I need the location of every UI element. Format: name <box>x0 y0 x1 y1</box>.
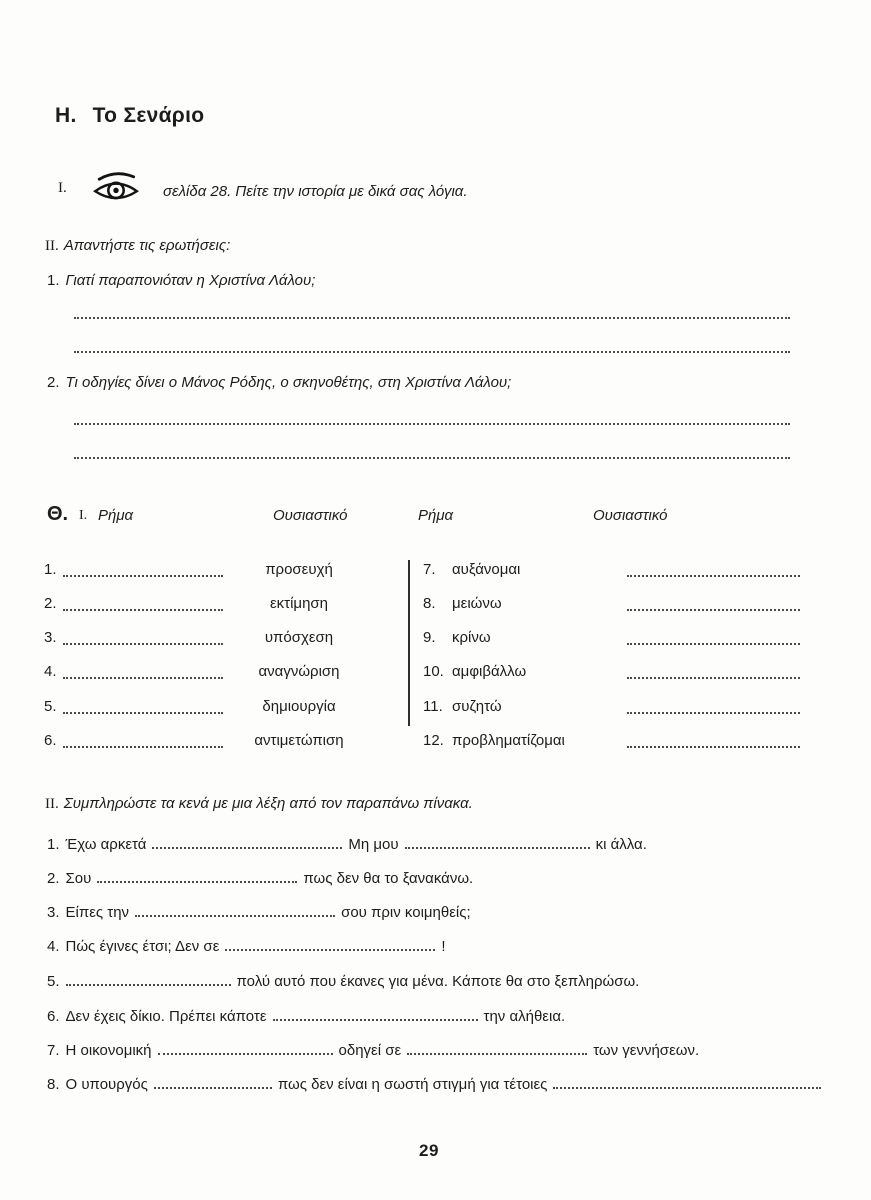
answer-blank <box>407 1041 587 1055</box>
sentence-text: των γεννήσεων. <box>593 1042 700 1059</box>
row-number: 1. <box>44 561 57 578</box>
question-2 <box>47 374 511 391</box>
section-label: Η. <box>55 104 77 127</box>
verb-word: κρίνω <box>452 629 491 646</box>
sentence-text: την αλήθεια. <box>483 1008 566 1025</box>
sentence-number: 1. <box>47 836 60 853</box>
row-number: 6. <box>44 732 57 749</box>
verb-word: προβληματίζομαι <box>452 732 565 749</box>
section-th-label: Θ. <box>47 503 69 525</box>
fill-in-sentence <box>47 903 477 921</box>
exercise-1-numeral: Ι. <box>79 508 88 523</box>
verb-word: αμφιβάλλω <box>452 663 527 680</box>
sentence-text: σου πριν κοιμηθείς; <box>341 904 471 921</box>
answer-blank <box>63 609 223 611</box>
table-row <box>0 732 871 754</box>
instruction-text: Απαντήστε τις ερωτήσεις: <box>63 237 231 254</box>
answer-blank <box>74 317 790 319</box>
question-1 <box>47 272 315 289</box>
row-number: 4. <box>44 663 57 680</box>
sentence-number: 7. <box>47 1042 60 1059</box>
sentence-text: κι άλλα. <box>595 836 647 853</box>
noun-word: αναγνώριση <box>258 663 340 680</box>
column-header-verb: Ρήμα <box>418 507 454 524</box>
column-header-noun: Ουσιαστικό <box>593 507 668 524</box>
fill-in-instruction <box>45 795 473 813</box>
answer-blank <box>627 712 800 714</box>
answer-blank <box>97 869 297 883</box>
row-number: 2. <box>44 595 57 612</box>
column-divider <box>408 560 410 726</box>
fill-in-sentence <box>47 972 645 990</box>
noun-word: εκτίμηση <box>269 595 329 612</box>
sentence-number: 5. <box>47 973 60 990</box>
page-number: 29 <box>419 1141 439 1160</box>
fill-in-sentence <box>47 1007 571 1025</box>
question-number: 2. <box>47 374 60 391</box>
exercise-2-instruction <box>45 237 230 255</box>
column-header-verb: Ρήμα <box>98 507 134 524</box>
sentence-text: Πώς έγινες έτσι; Δεν σε <box>65 938 220 955</box>
sentence-text: πως δεν είναι η σωστή στιγμή για τέτοιες <box>277 1076 548 1093</box>
answer-blank <box>74 423 790 425</box>
sentence-text: οδηγεί σε <box>338 1042 402 1059</box>
sentence-text: πως δεν θα το ξανακάνω. <box>303 870 474 887</box>
sentence-text: Ο υπουργός <box>65 1076 148 1093</box>
answer-blank <box>553 1075 821 1089</box>
sentence-text: Έχω αρκετά <box>65 836 147 853</box>
answer-blank <box>66 972 231 986</box>
sentence-number: 3. <box>47 904 60 921</box>
fill-in-sentence <box>47 1075 827 1093</box>
answer-blank <box>63 575 223 577</box>
question-text: Τι οδηγίες δίνει ο Μάνος Ρόδης, ο σκηνοθέτης, στη Χριστίνα Λάλου; <box>65 374 512 391</box>
fill-in-sentence <box>47 869 479 887</box>
row-number: 10. <box>423 663 444 680</box>
fill-in-sentence <box>47 937 452 955</box>
eye-icon <box>92 169 140 207</box>
answer-blank <box>63 677 223 679</box>
answer-blank <box>627 609 800 611</box>
row-number: 5. <box>44 698 57 715</box>
sentence-number: 6. <box>47 1008 60 1025</box>
instruction-text: Συμπληρώστε τα κενά με μια λέξη από τον παραπάνω πίνακα. <box>63 795 473 812</box>
row-number: 8. <box>423 595 436 612</box>
row-number: 12. <box>423 732 444 749</box>
table-row <box>0 561 871 583</box>
fill-in-sentence <box>47 835 653 853</box>
page-title: Το Σενάριο <box>92 104 205 127</box>
answer-blank <box>627 643 800 645</box>
verb-word: συζητώ <box>452 698 502 715</box>
sentence-text: ! <box>441 938 446 955</box>
table-row <box>0 663 871 685</box>
row-number: 9. <box>423 629 436 646</box>
table-row <box>0 595 871 617</box>
answer-blank <box>74 457 790 459</box>
answer-blank <box>627 575 800 577</box>
section-h-title <box>55 104 204 128</box>
noun-word: προσευχή <box>265 561 333 578</box>
answer-blank <box>74 351 790 353</box>
row-number: 7. <box>423 561 436 578</box>
row-number: 3. <box>44 629 57 646</box>
answer-blank <box>627 746 800 748</box>
sentence-number: 8. <box>47 1076 60 1093</box>
verb-word: αυξάνομαι <box>452 561 521 578</box>
fill-in-sentence <box>47 1041 705 1059</box>
answer-blank <box>158 1041 333 1055</box>
row-number: 11. <box>423 698 443 715</box>
answer-blank <box>627 677 800 679</box>
sentence-text: Σου <box>65 870 92 887</box>
verb-word: μειώνω <box>452 595 502 612</box>
answer-blank <box>154 1075 272 1089</box>
answer-blank <box>63 712 223 714</box>
answer-blank <box>63 746 223 748</box>
noun-word: αντιμετώπιση <box>254 732 344 749</box>
sentence-text: Η οικονομική <box>65 1042 152 1059</box>
exercise-1-prompt: σελίδα 28. Πείτε την ιστορία με δικά σας λόγια. <box>163 183 468 200</box>
answer-blank <box>273 1007 478 1021</box>
noun-word: υπόσχεση <box>264 629 334 646</box>
sentence-text: πολύ αυτό που έκανες για μένα. Κάποτε θα στο ξεπληρώσω. <box>236 973 640 990</box>
answer-blank <box>152 835 342 849</box>
sentence-text: Μη μου <box>348 836 399 853</box>
question-number: 1. <box>47 272 60 289</box>
sentence-number: 2. <box>47 870 60 887</box>
column-header-noun: Ουσιαστικό <box>273 507 348 524</box>
noun-word: δημιουργία <box>262 698 336 715</box>
sentence-text: Είπες την <box>65 904 130 921</box>
answer-blank <box>135 903 335 917</box>
exercise-2-numeral: ΙΙ. <box>45 238 59 254</box>
answer-blank <box>225 937 435 951</box>
exercise-2-numeral: ΙΙ. <box>45 796 59 812</box>
answer-blank <box>405 835 590 849</box>
table-row <box>0 698 871 720</box>
exercise-1-numeral: Ι. <box>58 180 67 196</box>
question-text: Γιατί παραπονιόταν η Χριστίνα Λάλου; <box>65 272 316 289</box>
sentence-text: Δεν έχεις δίκιο. Πρέπει κάποτε <box>65 1008 267 1025</box>
table-row <box>0 629 871 651</box>
answer-blank <box>63 643 223 645</box>
sentence-number: 4. <box>47 938 60 955</box>
